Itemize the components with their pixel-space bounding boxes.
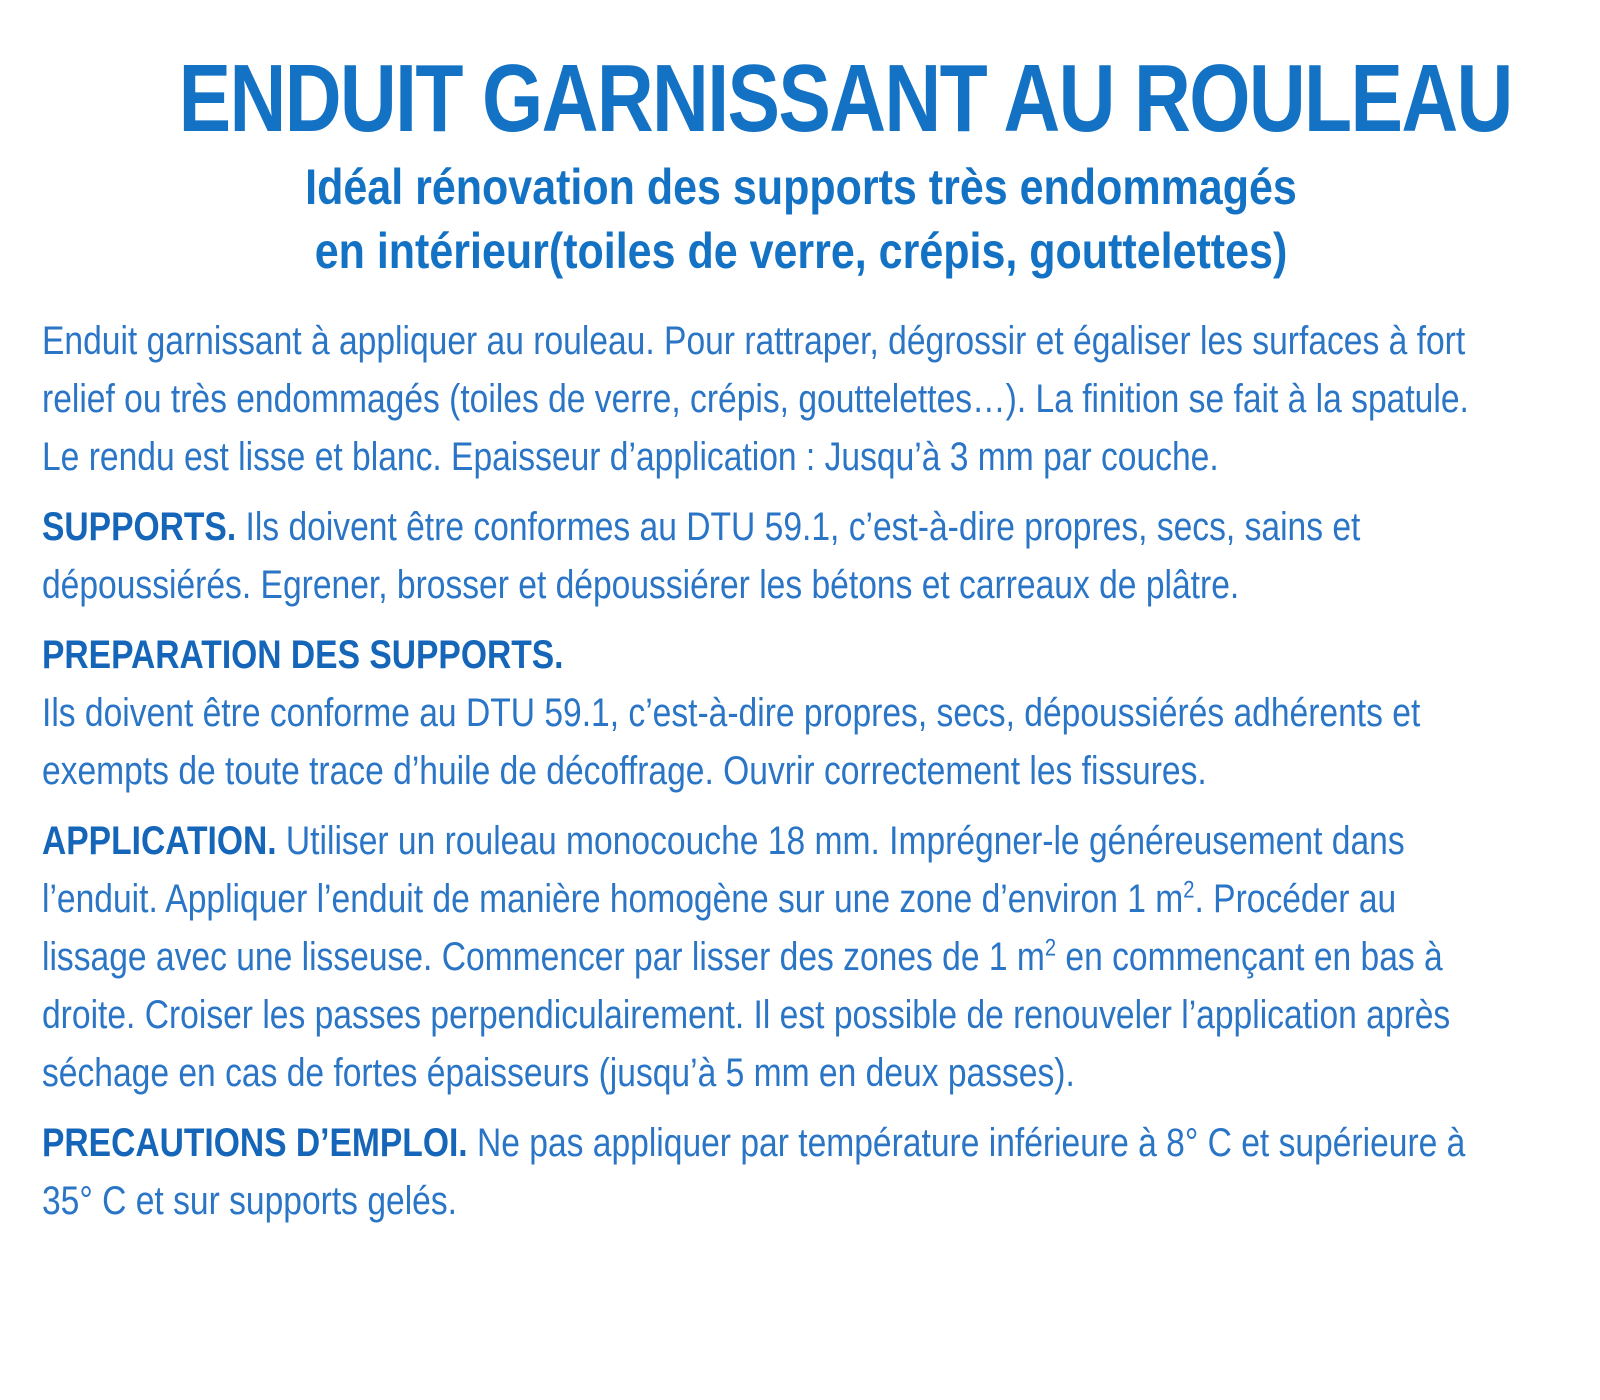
application-text-1: Utiliser un rouleau monocouche 18 mm. Imprégner-le généreusement dans l’enduit. Appliquer l’enduit de manière homogène sur une zone d’environ 1 m (42, 819, 1405, 921)
supports-text: Ils doivent être conformes au DTU 59.1, c’est-à-dire propres, secs, sains et dépoussiérés. Egrener, brosser et dépoussiérer les bétons et carreaux de plâtre. (42, 505, 1361, 607)
application-superscript-2: 2 (1044, 934, 1057, 962)
intro-text: Enduit garnissant à appliquer au rouleau. Pour rattraper, dégrossir et égaliser les surfaces à fort relief ou très endommagés (toiles de verre, crépis, gouttelettes…). La finition se fait à la spatule. Le rendu est lisse et blanc. Epaisseur d’application : Jusqu’à 3 mm par couche. (42, 319, 1469, 479)
preparation-paragraph (42, 626, 1504, 800)
preparation-text: Ils doivent être conforme au DTU 59.1, c’est-à-dire propres, secs, dépoussiérés adhérents et exempts de toute trace d’huile de décoffrage. Ouvrir correctement les fissures. (42, 691, 1421, 793)
description-body (42, 312, 1560, 1230)
supports-label: SUPPORTS. (42, 505, 237, 549)
application-label: APPLICATION. (42, 819, 277, 863)
preparation-label: PREPARATION DES SUPPORTS. (42, 633, 564, 677)
product-title: ENDUIT GARNISSANT AU ROULEAU (178, 45, 1512, 152)
intro-paragraph (42, 312, 1504, 486)
precautions-paragraph (42, 1114, 1504, 1230)
subtitle-line-1: Idéal rénovation des supports très endommagés (305, 159, 1297, 215)
supports-paragraph (42, 498, 1504, 614)
application-text-2: . Procéder au lissage avec une lisseuse. Commencer par lisser des zones de 1 m (42, 877, 1397, 979)
precautions-text: Ne pas appliquer par température inférieure à 8° C et supérieure à 35° C et sur supports gelés. (42, 1121, 1466, 1223)
application-paragraph (42, 812, 1504, 1102)
subtitle-line-2: en intérieur(toiles de verre, crépis, gouttelettes) (314, 223, 1288, 279)
application-superscript-1: 2 (1183, 876, 1195, 904)
application-text-3: en commençant en bas à droite. Croiser les passes perpendiculairement. Il est possible de renouveler l’application après séchage en cas de fortes épaisseurs (jusqu’à 5 mm en deux passes). (42, 935, 1451, 1095)
precautions-label: PRECAUTIONS D’EMPLOI. (42, 1121, 468, 1165)
